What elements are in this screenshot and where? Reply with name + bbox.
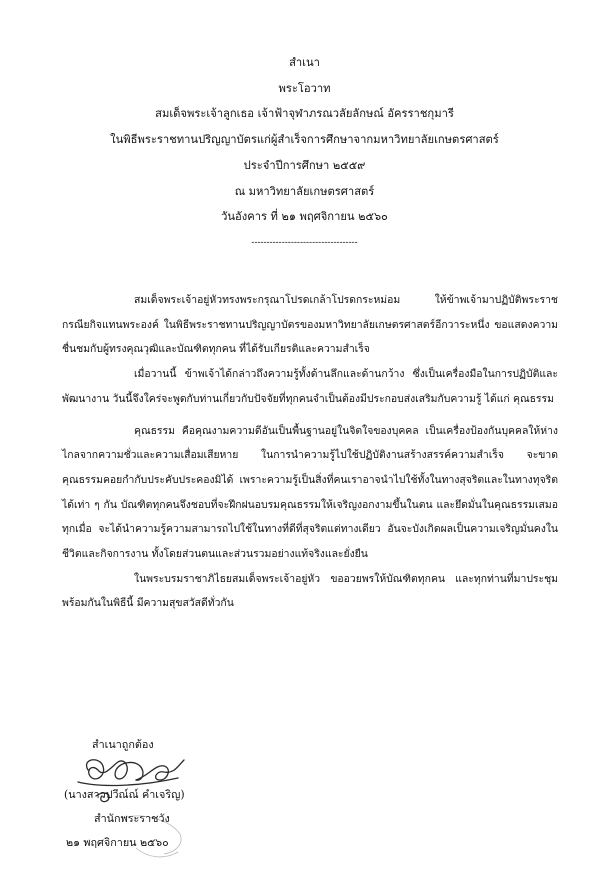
header-separator: -----------------------------------: [251, 237, 358, 248]
academic-year: ประจำปีการศึกษา ๒๕๕๙: [243, 158, 366, 172]
paragraph-3: คุณธรรม คือคุณงามความดีอันเป็นพื้นฐานอยู่ในจิตใจของบุคคล เป็นเครื่องป้องกันบุคคลให้ห่างไกลจากความชั่วและความเสื่อมเสียหาย ในการนำความรู้ไปใช้ปฏิบัติงานสร้างสรรค์ความสำเร็จ จะขาดคุณธรรมคอยกำกับประคับประคองมิได้ เพราะความรู้เป็นสิ่งที่คนเราอาจนำไปใช้ทั้งในทางสุจริตและในทางทุจริตได้เท่า ๆ กัน บัณฑิตทุกคนจึงชอบที่จะฝึกฝนอบรมคุณธรรมให้เจริญงอกงามขึ้นในตน และยึดมั่นในคุณธรรมเสมอทุกเมื่อ จะได้นำความรู้ความสามารถไปใช้ในทางที่ดีที่สุจริตแต่ทางเดียว อันจะบังเกิดผลเป็นความเจริญมั่นคงในชีวิตและกิจการงาน ทั้งโดยส่วนตนและส่วนรวมอย่างแท้จริงและยั่งยืน: [62, 424, 558, 561]
ceremony-title: ในพิธีพระราชทานปริญญาบัตรแก่ผู้สำเร็จการศึกษาจากมหาวิทยาลัยเกษตรศาสตร์: [110, 133, 499, 147]
copy-label: สำเนา: [289, 56, 320, 69]
signer-office: สำนักพระราชวัง: [94, 812, 170, 825]
speaker-title: สมเด็จพระเจ้าลูกเธอ เจ้าฟ้าจุฬาภรณวลัยลักษณ์ อัครราชกุมารี: [155, 107, 454, 121]
document-title: พระโอวาท: [278, 81, 331, 95]
signature-date: ๒๑ พฤศจิกายน ๒๕๖๐: [66, 836, 169, 849]
paragraph-4: ในพระบรมราชาภิไธยสมเด็จพระเจ้าอยู่หัว ขออวยพรให้บัณฑิตทุกคน และทุกท่านที่มาประชุมพร้อมกันในพิธีนี้ มีความสุขสวัสดีทั่วกัน: [62, 572, 558, 610]
speech-body: [62, 288, 558, 616]
signature-scribble-icon: [52, 736, 222, 876]
document-header: [0, 50, 609, 250]
ceremony-date: วันอังคาร ที่ ๒๑ พฤศจิกายน ๒๕๖๐: [221, 210, 388, 224]
paragraph-1: สมเด็จพระเจ้าอยู่หัวทรงพระกรุณาโปรดเกล้าโปรดกระหม่อม ให้ข้าพเจ้ามาปฏิบัติพระราชกรณียกิจแทนพระองค์ ในพิธีพระราชทานปริญญาบัตรของมหาวิทยาลัยเกษตรศาสตร์อีกวาระหนึ่ง ขอแสดงความชื่นชมกับผู้ทรงคุณวุฒิและบัณฑิตทุกคน ที่ได้รับเกียรติและความสำเร็จ: [62, 294, 558, 356]
certified-copy-label: สำเนาถูกต้อง: [92, 738, 154, 751]
paragraph-gap: [62, 412, 558, 419]
signature-block: [52, 736, 222, 876]
venue: ณ มหาวิทยาลัยเกษตรศาสตร์: [234, 184, 375, 198]
paragraph-2: เมื่อวานนี้ ข้าพเจ้าได้กล่าวถึงความรู้ทั้งด้านลึกและด้านกว้าง ซึ่งเป็นเครื่องมือในการปฏิบัติและพัฒนางาน วันนี้จึงใคร่จะพูดกับท่านเกี่ยวกับปัจจัยที่ทุกคนจำเป็นต้องมีประกอบส่งเสริมกับความรู้ ได้แก่ คุณธรรม: [62, 368, 558, 405]
signer-name: (นางสาวปวีณ์ณ์ คำเจริญ): [64, 788, 185, 801]
